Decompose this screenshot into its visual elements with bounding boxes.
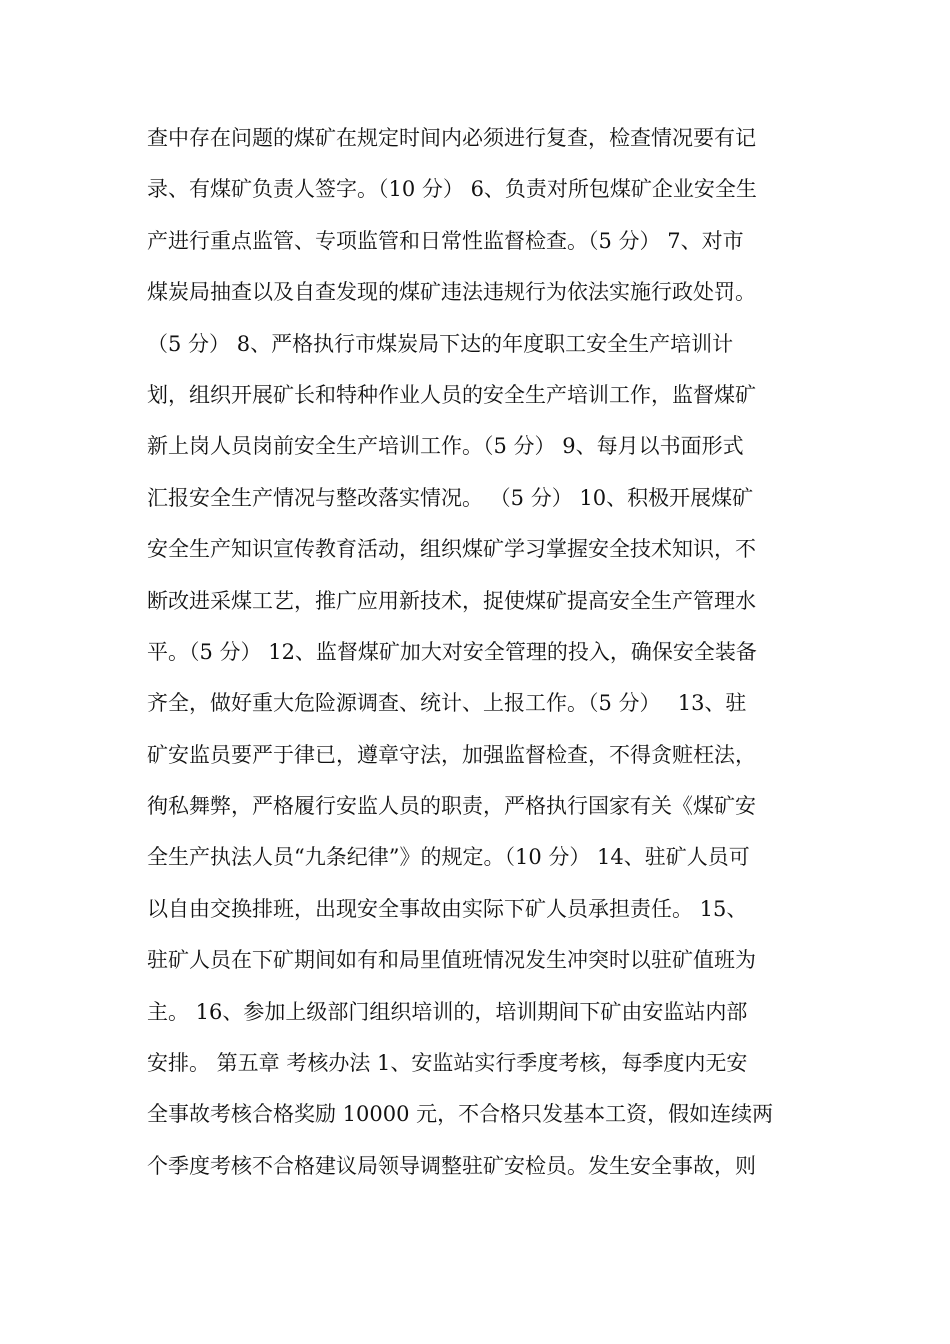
text-line: 煤炭局抽查以及自查发现的煤矿违法违规行为依法实施行政处罚。	[147, 280, 756, 305]
text-line: 划，组织开展矿长和特种作业人员的安全生产培训工作，监督煤矿	[147, 382, 756, 407]
text-line: 主。 16、参加上级部门组织培训的，培训期间下矿由安监站内部	[147, 999, 748, 1024]
text-line: 个季度考核不合格建议局领导调整驻矿安检员。发生安全事故，则	[147, 1153, 756, 1178]
text-line: 齐全，做好重大危险源调查、统计、上报工作。（5 分） 13、驻	[147, 691, 747, 716]
text-line: 断改进采煤工艺，推广应用新技术，捉使煤矿提高安全生产管理水	[147, 588, 756, 613]
text-line: 录、有煤矿负责人签字。（10 分） 6、负责对所包煤矿企业安全生	[147, 177, 757, 202]
text-line: 以自由交换排班，出现安全事故由实际下矿人员承担责任。 15、	[147, 896, 748, 921]
text-line: 安全生产知识宣传教育活动，组织煤矿学习掌握安全技术知识，不	[147, 537, 756, 562]
text-line: 全生产执法人员“九条纪律”》的规定。（10 分） 14、驻矿人员可	[147, 845, 750, 870]
text-line: 平。（5 分） 12、监督煤矿加大对安全管理的投入，确保安全装备	[147, 639, 757, 664]
text-line: 驻矿人员在下矿期间如有和局里值班情况发生冲突时以驻矿值班为	[147, 948, 756, 973]
text-line: （5 分） 8、严格执行市煤炭局下达的年度职工安全生产培训计	[147, 331, 734, 356]
text-line: 徇私舞弊，严格履行安监人员的职责，严格执行国家有关《煤矿安	[147, 794, 756, 819]
text-line: 产进行重点监管、专项监管和日常性监督检查。（5 分） 7、对市	[147, 228, 744, 253]
text-line: 矿安监员要严于律已，遵章守法，加强监督检查，不得贪赃枉法，	[147, 742, 756, 767]
text-line: 汇报安全生产情况与整改落实情况。 （5 分） 10、积极开展煤矿	[147, 485, 754, 510]
text-line: 全事故考核合格奖励 10000 元，不合格只发基本工资，假如连续两	[147, 1102, 774, 1127]
text-line: 新上岗人员岗前安全生产培训工作。（5 分） 9、每月以书面形式	[147, 434, 744, 459]
text-line: 查中存在问题的煤矿在规定时间内必须进行复查，检查情况要有记	[147, 126, 756, 150]
body-text	[147, 113, 807, 1192]
text-line: 安排。 第五章 考核办法 1、安监站实行季度考核，每季度内无安	[147, 1051, 748, 1076]
